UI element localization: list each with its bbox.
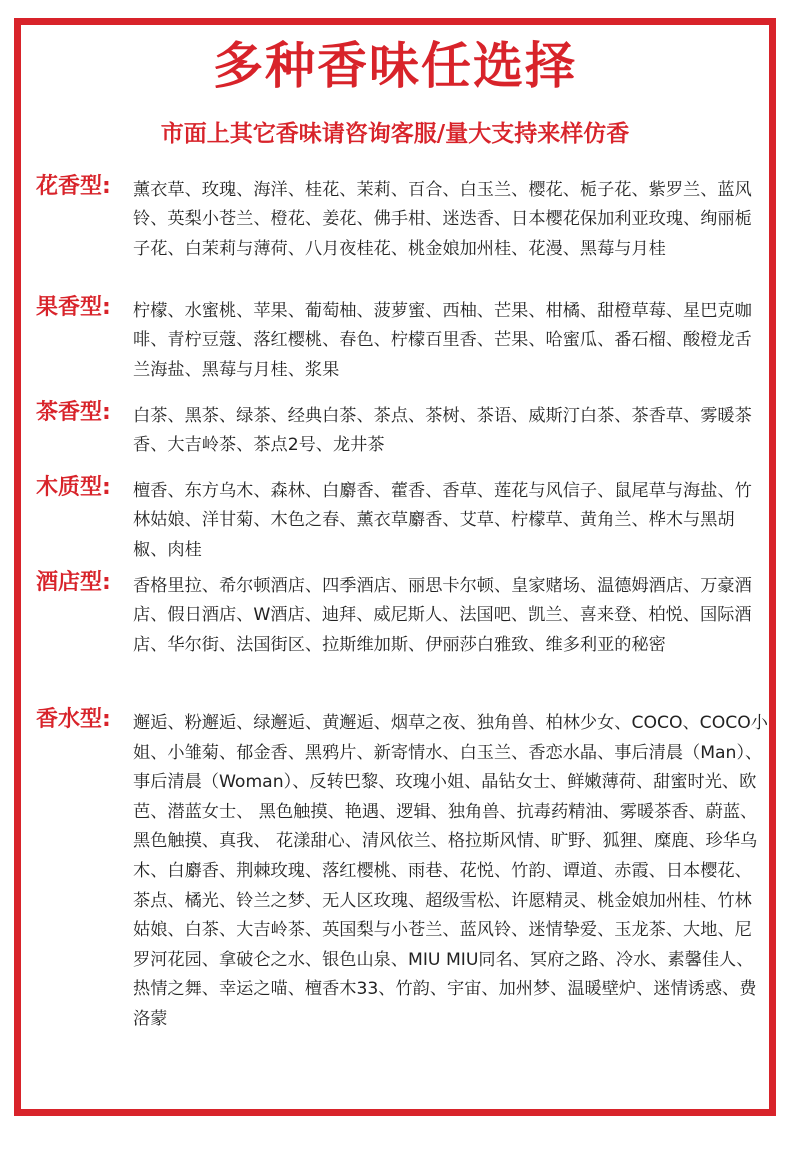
section-label: 茶香型: xyxy=(36,400,111,425)
section-text: 薰衣草、玫瑰、海洋、桂花、茉莉、百合、白玉兰、樱花、栀子花、紫罗兰、蓝风铃、英梨小苍兰、橙花、姜花、佛手柑、迷迭香、日本樱花保加利亚玫瑰、绚丽栀子花、白茉莉与薄荷、八月夜桂花、桃金娘加州桂、花漫、黑莓与月桂 xyxy=(133,180,752,259)
section-label: 香水型: xyxy=(36,707,111,732)
section-text: 香格里拉、希尔顿酒店、四季酒店、丽思卡尔顿、皇家赌场、温德姆酒店、万豪酒店、假日酒店、W酒店、迪拜、威尼斯人、法国吧、凯兰、喜来登、柏悦、国际酒店、华尔街、法国街区、拉斯维加斯、伊丽莎白雅致、维多利亚的秘密 xyxy=(133,576,752,655)
section-text: 白茶、黑茶、绿茶、经典白茶、茶点、茶树、茶语、威斯汀白茶、茶香草、雾暖茶香、大吉岭茶、茶点2号、龙井茶 xyxy=(133,406,752,456)
page-title: 多种香味任选择 xyxy=(213,37,577,95)
section-text: 邂逅、粉邂逅、绿邂逅、黄邂逅、烟草之夜、独角兽、柏林少女、COCO、COCO小姐、小雏菊、郁金香、黑鸦片、新寄情水、白玉兰、香恋水晶、事后清晨（Man）、事后清晨（Woman）、反转巴黎、玫瑰小姐、晶钻女士、鲜嫩薄荷、甜蜜时光、欧芭、潜蓝女士、 黑色触摸、艳遇、逻辑、独角兽、抗毒药精油、雾暖茶香、蔚蓝、黑色触摸、真我、 花漾甜心、清风依兰、格拉斯风情、旷野、狐狸、糜鹿、珍华乌木、白麝香、荆棘玫瑰、落红樱桃、雨巷、花悦、竹韵、谭道、赤霞、日本樱花、茶点、橘光、铃兰之梦、无人区玫瑰、超级雪松、许愿精灵、桃金娘加州桂、竹林姑娘、白茶、大吉岭茶、英国梨与小苍兰、蓝风铃、迷情挚爱、玉龙茶、大地、尼罗河花园、拿破仑之水、银色山泉、MIU MIU同名、冥府之路、冷水、素馨佳人、热情之舞、幸运之喵、檀香木33、竹韵、宇宙、加州梦、温暖壁炉、迷情诱惑、费洛蒙 xyxy=(133,713,768,1029)
section-label: 酒店型: xyxy=(36,570,111,595)
section-label: 木质型: xyxy=(36,475,111,500)
section-text: 柠檬、水蜜桃、苹果、葡萄柚、菠萝蜜、西柚、芒果、柑橘、甜橙草莓、星巴克咖啡、青柠豆蔻、落红樱桃、春色、柠檬百里香、芒果、哈蜜瓜、番石榴、酸橙龙舌兰海盐、黑莓与月桂、浆果 xyxy=(133,301,752,380)
section-label: 果香型: xyxy=(36,295,111,320)
section-label: 花香型: xyxy=(36,174,111,199)
page-subtitle: 市面上其它香味请咨询客服/量大支持来样仿香 xyxy=(160,121,630,147)
section-text: 檀香、东方乌木、森林、白麝香、藿香、香草、莲花与风信子、鼠尾草与海盐、竹林姑娘、洋甘菊、木色之春、薰衣草麝香、艾草、柠檬草、黄角兰、桦木与黑胡椒、肉桂 xyxy=(133,481,752,560)
